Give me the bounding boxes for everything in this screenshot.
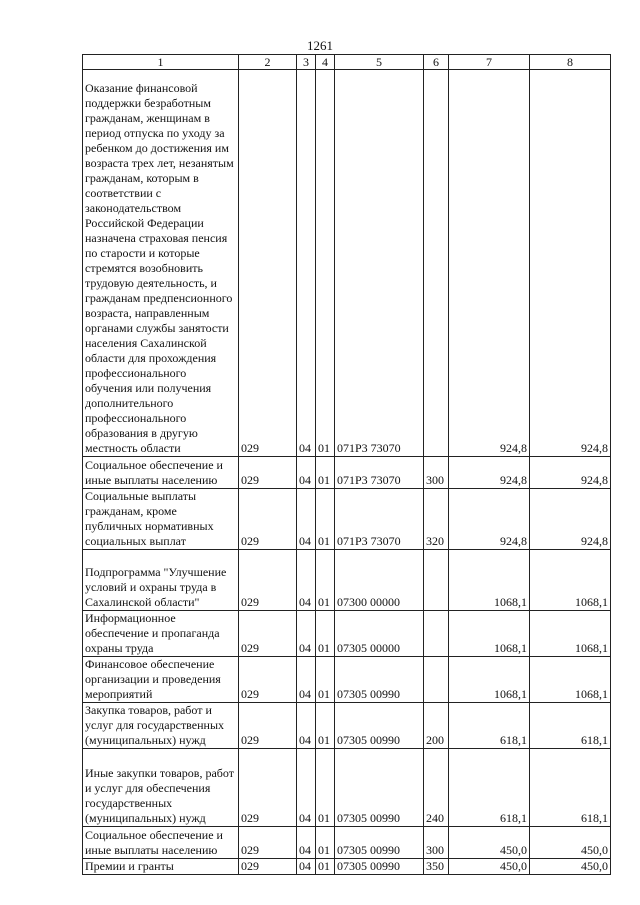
cell-subsection: 01 bbox=[316, 550, 335, 611]
cell-expense-type: 300 bbox=[424, 827, 449, 859]
cell-section: 04 bbox=[297, 749, 316, 827]
cell-subsection: 01 bbox=[316, 749, 335, 827]
cell-subsection: 01 bbox=[316, 859, 335, 875]
table-row bbox=[83, 70, 611, 457]
cell-expense-type: 300 bbox=[424, 457, 449, 489]
cell-expense-type bbox=[424, 70, 449, 457]
cell-expense-type: 350 bbox=[424, 859, 449, 875]
cell-section: 04 bbox=[297, 611, 316, 657]
cell-subsection: 01 bbox=[316, 703, 335, 749]
cell-ministry: 029 bbox=[239, 489, 297, 550]
row-name: Закупка товаров, работ и услуг для государственных (муниципальных) нужд bbox=[83, 703, 239, 749]
table-row bbox=[83, 489, 611, 550]
cell-target-article: 071P3 73070 bbox=[335, 489, 424, 550]
cell-section: 04 bbox=[297, 657, 316, 703]
cell-amount-8: 924,8 bbox=[530, 489, 611, 550]
cell-expense-type: 240 bbox=[424, 749, 449, 827]
column-header: 3 bbox=[297, 55, 316, 70]
page-number: 1261 bbox=[307, 38, 333, 53]
row-name: Премии и гранты bbox=[83, 859, 239, 875]
cell-subsection: 01 bbox=[316, 611, 335, 657]
row-name: Иные закупки товаров, работ и услуг для обеспечения государственных (муниципальных) нужд bbox=[83, 749, 239, 827]
cell-amount-8: 618,1 bbox=[530, 749, 611, 827]
cell-amount-7: 618,1 bbox=[449, 703, 530, 749]
cell-amount-7: 1068,1 bbox=[449, 550, 530, 611]
cell-amount-7: 450,0 bbox=[449, 827, 530, 859]
column-header: 1 bbox=[83, 55, 239, 70]
budget-table bbox=[82, 54, 611, 875]
row-name: Подпрограмма "Улучшение условий и охраны труда в Сахалинской области" bbox=[83, 550, 239, 611]
cell-ministry: 029 bbox=[239, 657, 297, 703]
cell-ministry: 029 bbox=[239, 611, 297, 657]
table-row bbox=[83, 749, 611, 827]
cell-target-article: 07305 00990 bbox=[335, 703, 424, 749]
row-name: Финансовое обеспечение организации и проведения мероприятий bbox=[83, 657, 239, 703]
table-row bbox=[83, 827, 611, 859]
cell-ministry: 029 bbox=[239, 859, 297, 875]
cell-target-article: 07305 00990 bbox=[335, 859, 424, 875]
cell-amount-8: 924,8 bbox=[530, 457, 611, 489]
cell-amount-7: 1068,1 bbox=[449, 657, 530, 703]
cell-target-article: 07305 00990 bbox=[335, 657, 424, 703]
table-row bbox=[83, 611, 611, 657]
cell-expense-type bbox=[424, 611, 449, 657]
cell-section: 04 bbox=[297, 859, 316, 875]
cell-amount-8: 618,1 bbox=[530, 703, 611, 749]
column-header: 4 bbox=[316, 55, 335, 70]
table-row bbox=[83, 859, 611, 875]
cell-subsection: 01 bbox=[316, 827, 335, 859]
cell-amount-7: 450,0 bbox=[449, 859, 530, 875]
row-name: Информационное обеспечение и пропаганда охраны труда bbox=[83, 611, 239, 657]
table-row bbox=[83, 550, 611, 611]
table-row bbox=[83, 457, 611, 489]
cell-amount-7: 924,8 bbox=[449, 489, 530, 550]
cell-amount-7: 924,8 bbox=[449, 70, 530, 457]
column-header: 2 bbox=[239, 55, 297, 70]
table-header-row bbox=[83, 55, 611, 70]
cell-target-article: 07305 00990 bbox=[335, 827, 424, 859]
cell-ministry: 029 bbox=[239, 703, 297, 749]
cell-section: 04 bbox=[297, 457, 316, 489]
cell-subsection: 01 bbox=[316, 657, 335, 703]
cell-section: 04 bbox=[297, 550, 316, 611]
cell-amount-8: 1068,1 bbox=[530, 550, 611, 611]
cell-ministry: 029 bbox=[239, 827, 297, 859]
cell-expense-type bbox=[424, 657, 449, 703]
cell-expense-type: 320 bbox=[424, 489, 449, 550]
column-header: 6 bbox=[424, 55, 449, 70]
cell-section: 04 bbox=[297, 70, 316, 457]
row-name: Оказание финансовой поддержки безработным гражданам, женщинам в период отпуска по уходу за ребенком до достижения им возраста трех лет, незанятым гражданам, которым в соответствии с законодательством Российской Федерации назначена страховая пенсия по старости и которые стремятся возобновить трудовую деятельность, и гражданам предпенсионного возраста, направленным органами службы занятости населения Сахалинской области для прохождения профессионального обучения или получения дополнительного профессионального образования в другую местность области bbox=[83, 70, 239, 457]
row-name: Социальные выплаты гражданам, кроме публичных нормативных социальных выплат bbox=[83, 489, 239, 550]
cell-amount-7: 618,1 bbox=[449, 749, 530, 827]
cell-amount-8: 1068,1 bbox=[530, 657, 611, 703]
cell-target-article: 07305 00000 bbox=[335, 611, 424, 657]
table-row bbox=[83, 703, 611, 749]
cell-amount-8: 450,0 bbox=[530, 859, 611, 875]
cell-subsection: 01 bbox=[316, 489, 335, 550]
cell-section: 04 bbox=[297, 827, 316, 859]
cell-subsection: 01 bbox=[316, 70, 335, 457]
cell-amount-7: 924,8 bbox=[449, 457, 530, 489]
cell-subsection: 01 bbox=[316, 457, 335, 489]
cell-amount-8: 450,0 bbox=[530, 827, 611, 859]
row-name: Социальное обеспечение и иные выплаты населению bbox=[83, 457, 239, 489]
cell-target-article: 07305 00990 bbox=[335, 749, 424, 827]
row-name: Социальное обеспечение и иные выплаты населению bbox=[83, 827, 239, 859]
cell-amount-8: 1068,1 bbox=[530, 611, 611, 657]
cell-target-article: 07300 00000 bbox=[335, 550, 424, 611]
cell-amount-7: 1068,1 bbox=[449, 611, 530, 657]
cell-target-article: 071P3 73070 bbox=[335, 457, 424, 489]
cell-ministry: 029 bbox=[239, 70, 297, 457]
cell-section: 04 bbox=[297, 703, 316, 749]
column-header: 7 bbox=[449, 55, 530, 70]
cell-ministry: 029 bbox=[239, 749, 297, 827]
cell-expense-type bbox=[424, 550, 449, 611]
cell-ministry: 029 bbox=[239, 550, 297, 611]
column-header: 5 bbox=[335, 55, 424, 70]
cell-amount-8: 924,8 bbox=[530, 70, 611, 457]
cell-target-article: 071P3 73070 bbox=[335, 70, 424, 457]
table-row bbox=[83, 657, 611, 703]
cell-section: 04 bbox=[297, 489, 316, 550]
cell-expense-type: 200 bbox=[424, 703, 449, 749]
cell-ministry: 029 bbox=[239, 457, 297, 489]
column-header: 8 bbox=[530, 55, 611, 70]
